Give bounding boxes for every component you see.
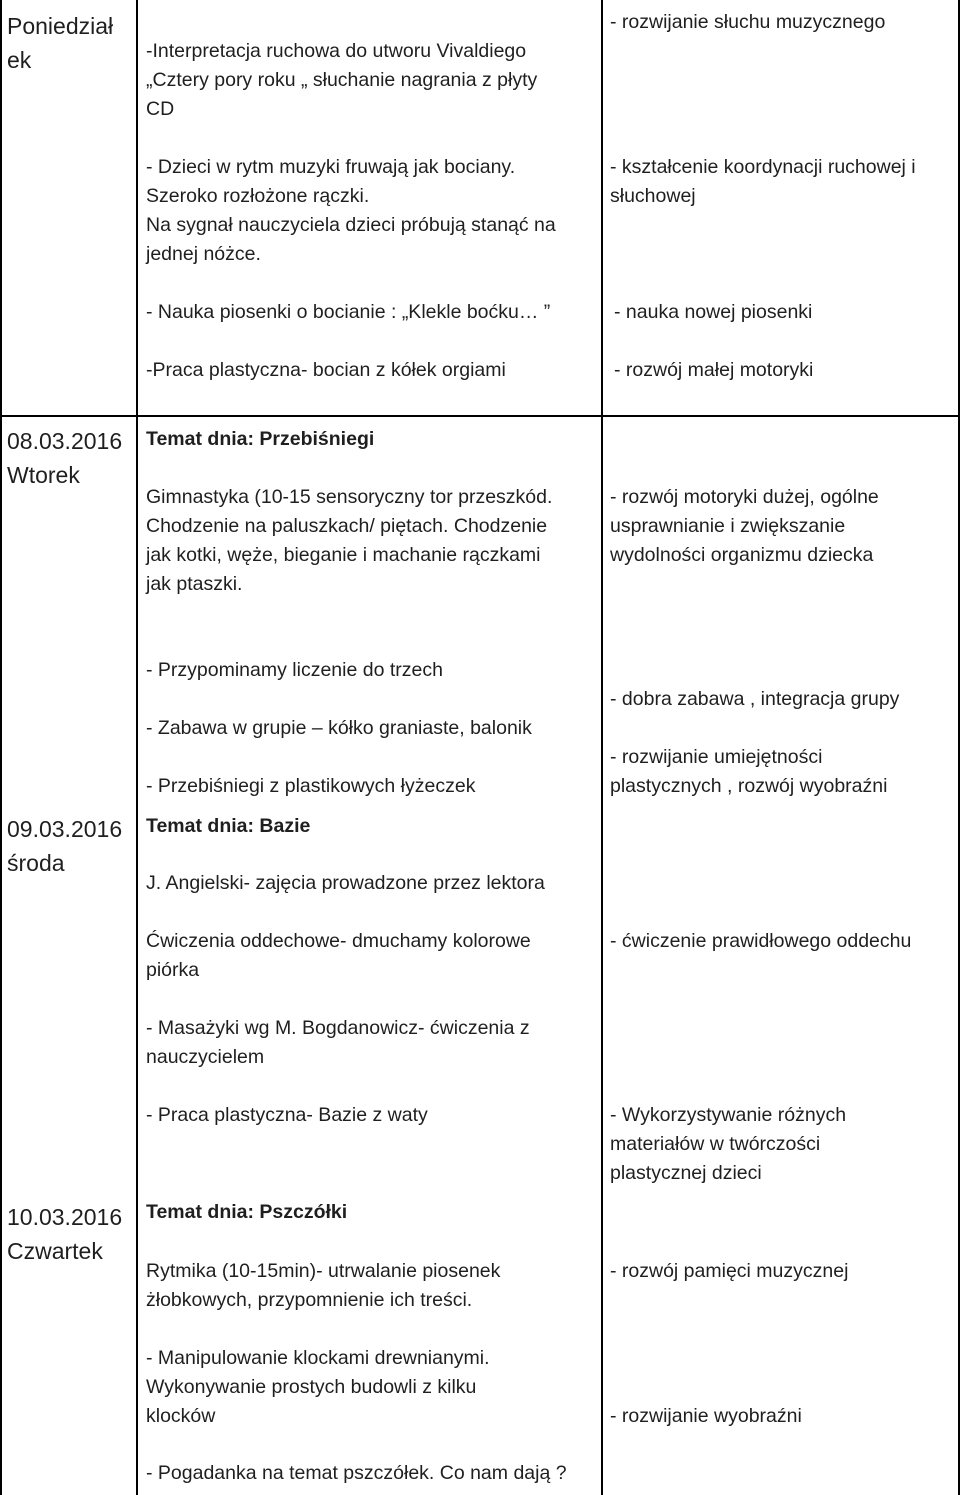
activity-text: Wykonywanie prostych budowli z kilku	[146, 1376, 477, 1398]
activity-text: jednej nóżce.	[146, 243, 261, 265]
activity-text: jak ptaszki.	[146, 573, 243, 595]
goal-text: - rozwijanie umiejętności	[610, 746, 823, 768]
activity-text: Na sygnał nauczyciela dzieci próbują stanąć na	[146, 214, 556, 236]
topic-title: Temat dnia: Pszczółki	[146, 1201, 348, 1223]
goal-text: - rozwijanie wyobraźni	[610, 1405, 802, 1427]
goal-text: materiałów w twórczości	[610, 1133, 821, 1155]
activity-text: CD	[146, 98, 175, 120]
day-name: środa	[7, 850, 65, 876]
activity-text: Ćwiczenia oddechowe- dmuchamy kolorowe	[146, 930, 531, 952]
day-date: 09.03.2016	[7, 816, 123, 842]
activity-text: „Cztery pory roku „ słuchanie nagrania z płyty	[146, 69, 538, 91]
table-border-left	[0, 0, 2, 1495]
day-name: Czwartek	[7, 1238, 103, 1264]
activity-text: - Pogadanka na temat pszczółek. Co nam dają ?	[146, 1462, 567, 1484]
day-name-line2: ek	[7, 47, 32, 73]
goal-text: - ćwiczenie prawidłowego oddechu	[610, 930, 912, 952]
activity-text: - Manipulowanie klockami drewnianymi.	[146, 1347, 490, 1369]
activity-text: - Dzieci w rytm muzyki fruwają jak bociany.	[146, 156, 516, 178]
topic-title: Temat dnia: Przebiśniegi	[146, 428, 375, 450]
table-divider-day	[136, 0, 138, 1495]
activity-text: żłobkowych, przypomnienie ich treści.	[146, 1289, 473, 1311]
goal-text: wydolności organizmu dziecka	[610, 544, 874, 566]
activity-text: klocków	[146, 1405, 216, 1427]
activity-text: - Masażyki wg M. Bogdanowicz- ćwiczenia z	[146, 1017, 530, 1039]
topic-title: Temat dnia: Bazie	[146, 815, 311, 837]
activity-text: Szeroko rozłożone rączki.	[146, 185, 370, 207]
day-date: 10.03.2016	[7, 1204, 123, 1230]
activity-text: Chodzenie na paluszkach/ piętach. Chodzenie	[146, 515, 548, 537]
row-divider	[0, 415, 960, 417]
activity-text: nauczycielem	[146, 1046, 265, 1068]
activity-text: - Praca plastyczna- Bazie z waty	[146, 1104, 428, 1126]
day-date: 08.03.2016	[7, 428, 123, 454]
goal-text: - Wykorzystywanie różnych	[610, 1104, 847, 1126]
activity-text: - Zabawa w grupie – kółko graniaste, balonik	[146, 717, 532, 739]
activity-text: jak kotki, węże, bieganie i machanie rączkami	[146, 544, 541, 566]
goal-text: - nauka nowej piosenki	[614, 301, 813, 323]
goal-text: plastycznej dzieci	[610, 1162, 762, 1184]
activity-text: -Praca plastyczna- bocian z kółek orgiami	[146, 359, 506, 381]
activity-text: -Interpretacja ruchowa do utworu Vivaldiego	[146, 40, 527, 62]
day-name-line1: Poniedział	[7, 13, 114, 39]
activity-text: Gimnastyka (10-15 sensoryczny tor przeszkód.	[146, 486, 553, 508]
day-name: Wtorek	[7, 462, 80, 488]
goal-text: - kształcenie koordynacji ruchowej i	[610, 156, 916, 178]
goal-text: - rozwijanie słuchu muzycznego	[610, 11, 886, 33]
table-divider-goals	[601, 0, 603, 1495]
goal-text: słuchowej	[610, 185, 696, 207]
activity-text: piórka	[146, 959, 200, 981]
activity-text: Rytmika (10-15min)- utrwalanie piosenek	[146, 1260, 501, 1282]
activity-text: - Nauka piosenki o bocianie : „Klekle boćku… ”	[146, 301, 551, 323]
goal-text: plastycznych , rozwój wyobraźni	[610, 775, 888, 797]
goal-text: - dobra zabawa , integracja grupy	[610, 688, 900, 710]
goal-text: usprawnianie i zwiększanie	[610, 515, 846, 537]
activity-text: - Przebiśniegi z plastikowych łyżeczek	[146, 775, 476, 797]
goal-text: - rozwój motoryki dużej, ogólne	[610, 486, 879, 508]
goal-text: - rozwój małej motoryki	[614, 359, 814, 381]
goal-text: - rozwój pamięci muzycznej	[610, 1260, 849, 1282]
activity-text: - Przypominamy liczenie do trzech	[146, 659, 443, 681]
activity-text: J. Angielski- zajęcia prowadzone przez lektora	[146, 872, 545, 894]
